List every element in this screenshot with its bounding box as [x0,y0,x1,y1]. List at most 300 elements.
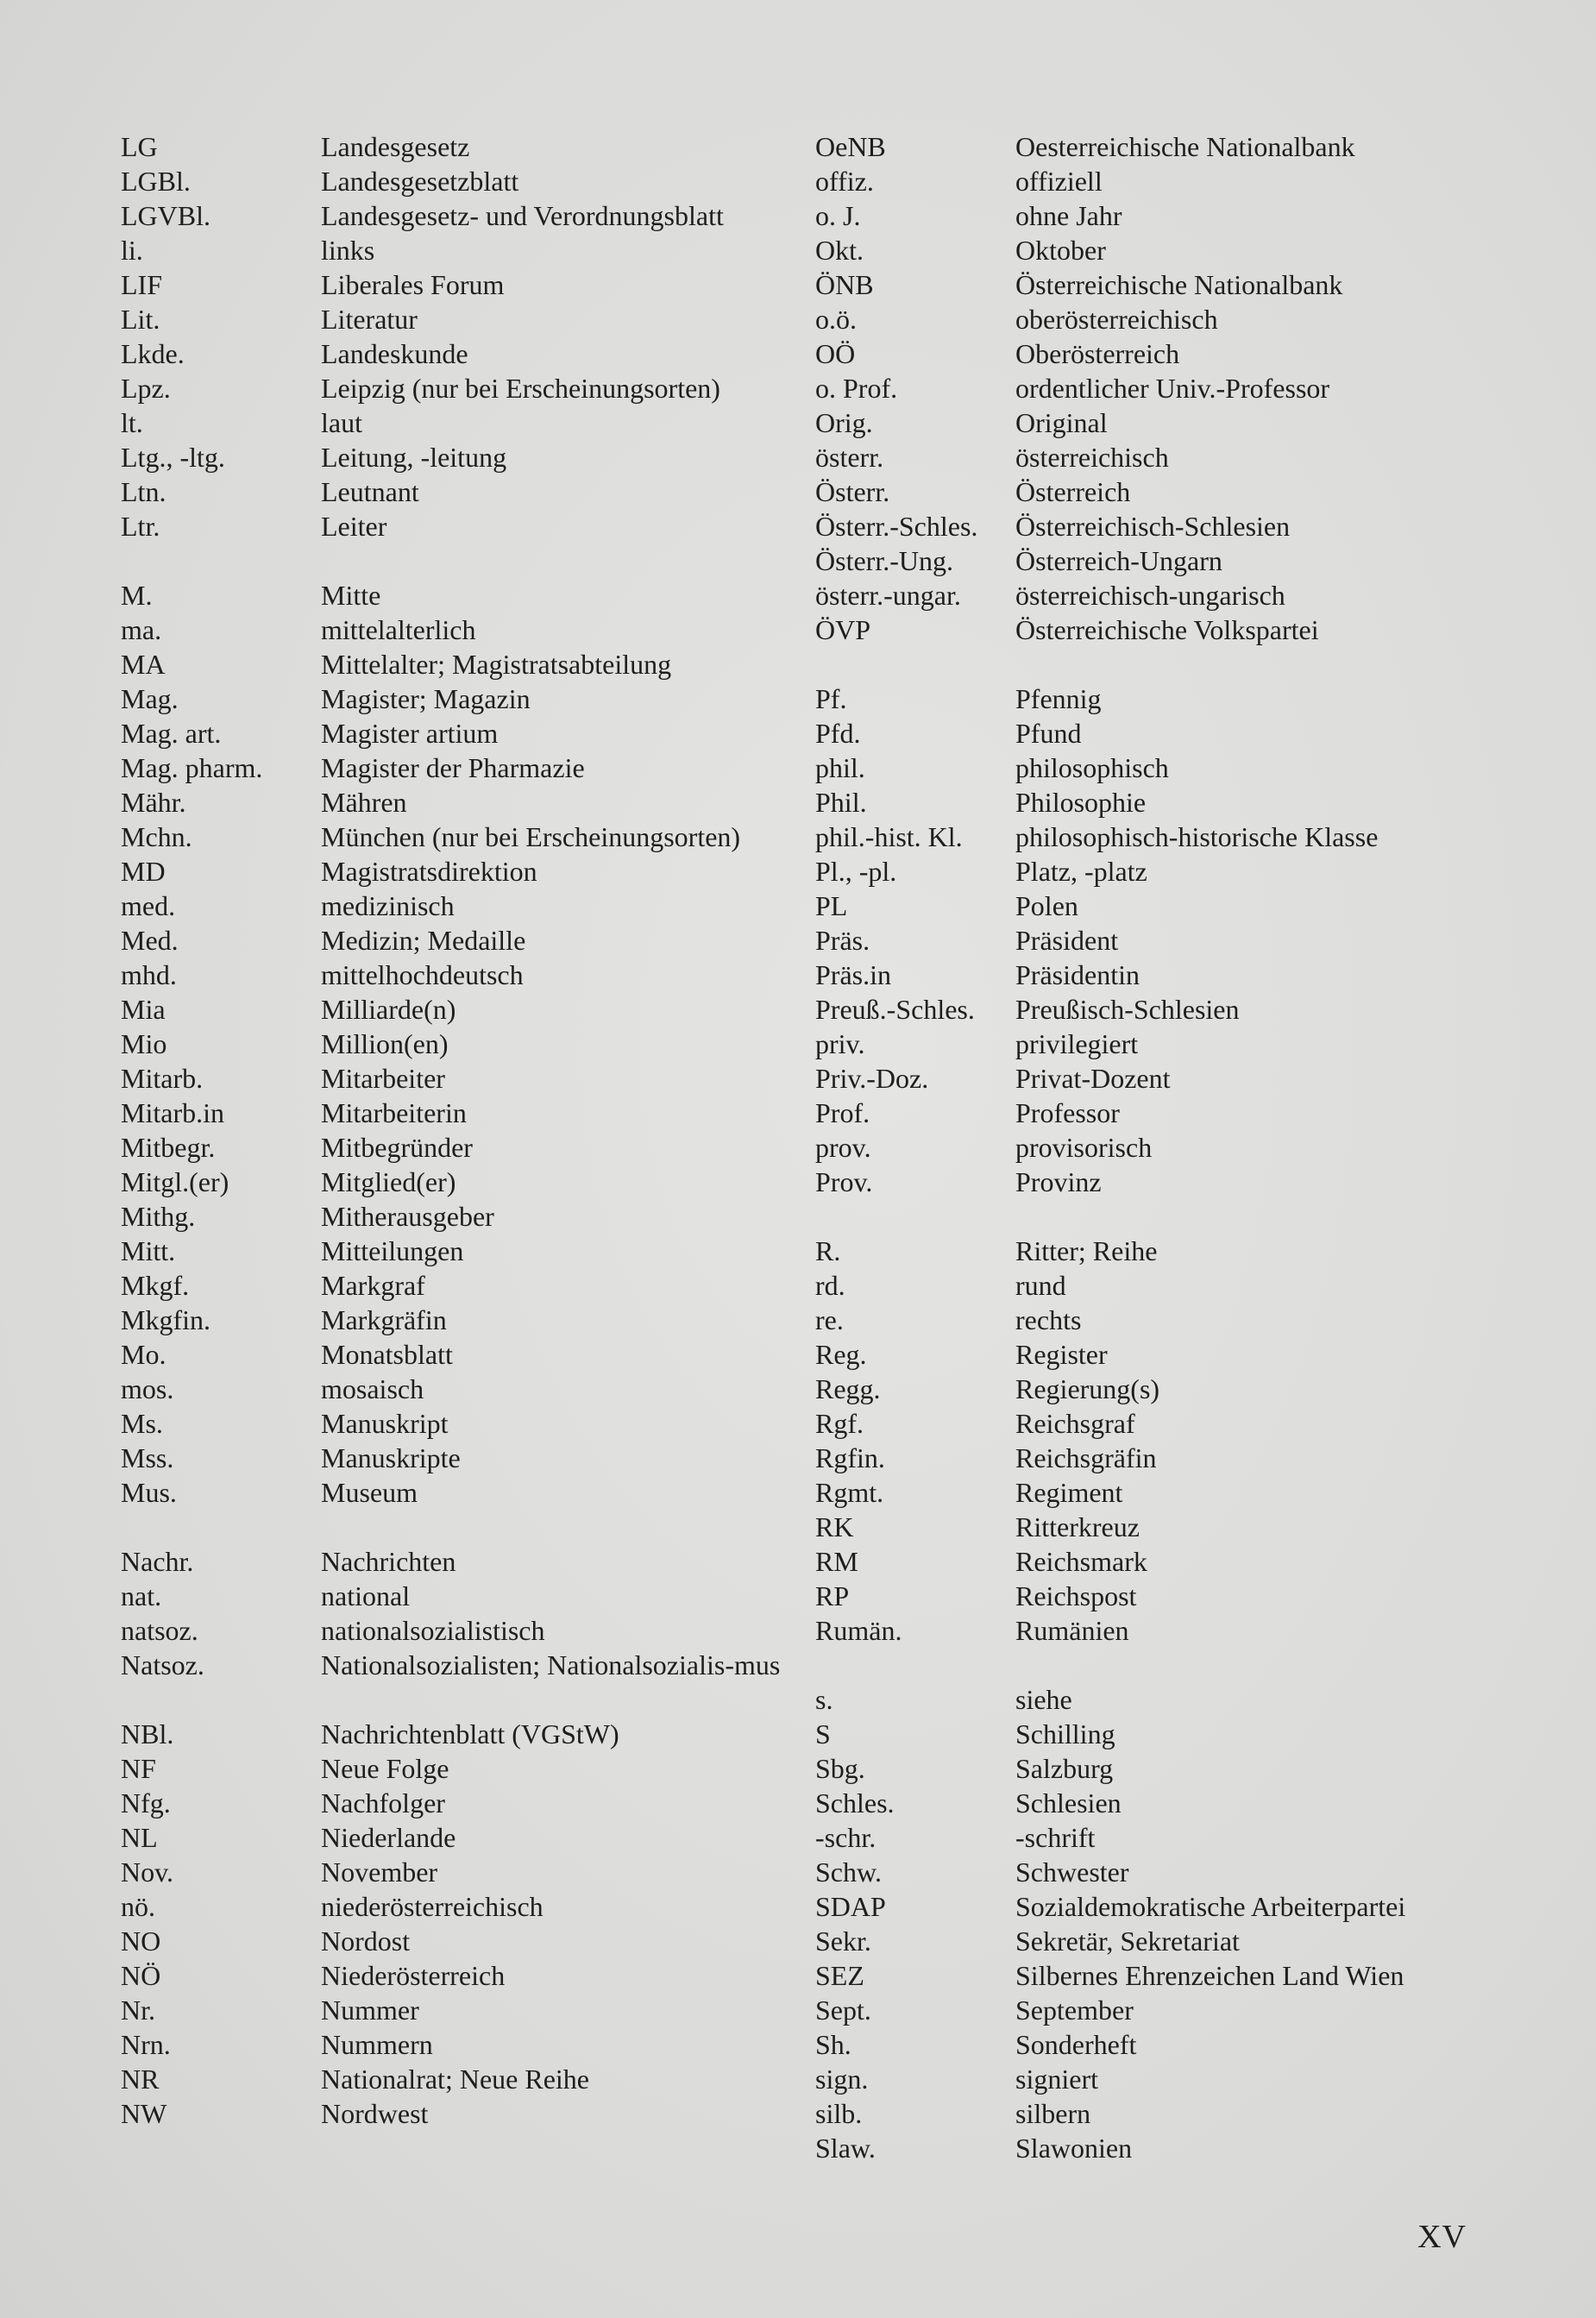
abbreviation-entry [815,1510,1566,1544]
abbreviation-entry [815,889,1566,923]
abbreviation-term: Rgmt. [815,1477,884,1508]
abbreviation-entry [815,1889,1566,1924]
abbreviation-entry [121,336,794,371]
abbreviation-definition: Original [1015,407,1108,438]
abbreviation-entry [815,612,1566,647]
abbreviation-entry [815,751,1566,785]
abbreviation-term: ÖVP [815,614,871,645]
abbreviation-entry [121,1268,794,1303]
abbreviation-entry [815,1130,1566,1165]
abbreviation-entry [815,233,1566,267]
abbreviation-entry [121,682,794,716]
abbreviation-term: Sh. [815,2029,851,2060]
abbreviation-term: Phil. [815,787,867,818]
abbreviation-term: -schr. [815,1822,877,1853]
abbreviation-definition: Landesgesetz [321,131,470,162]
abbreviation-definition: Sekretär, Sekretariat [1015,1925,1240,1957]
abbreviation-term: Sekr. [815,1925,871,1957]
abbreviation-term: Mitt. [121,1235,176,1266]
abbreviation-definition: siehe [1015,1684,1072,1715]
abbreviation-definition: Museum [321,1477,418,1508]
abbreviation-term: Rgf. [815,1408,864,1439]
abbreviation-definition: November [321,1856,438,1888]
abbreviation-term: Rumän. [815,1615,902,1646]
abbreviation-entry [121,854,794,889]
abbreviation-term: LIF [121,269,162,300]
abbreviation-definition: Rumänien [1015,1615,1129,1646]
abbreviation-definition: Provinz [1015,1166,1102,1197]
abbreviation-entry [121,509,794,543]
abbreviation-definition: ohne Jahr [1015,200,1122,231]
abbreviation-definition: Oesterreichische Nationalbank [1015,131,1355,162]
abbreviation-entry [121,1165,794,1199]
abbreviation-term: Ltn. [121,476,167,507]
abbreviation-entry [815,820,1566,854]
abbreviation-entry [815,267,1566,302]
abbreviation-term: Nfg. [121,1787,171,1819]
abbreviation-definition: Salzburg [1015,1753,1114,1784]
abbreviation-term: Mus. [121,1477,177,1508]
abbreviation-definition: Nachrichten [321,1546,456,1577]
abbreviation-term: Pl., -pl. [815,856,897,887]
abbreviation-term: Mchn. [121,821,192,852]
abbreviation-term: NF [121,1753,156,1784]
abbreviation-definition: medizinisch [321,890,455,921]
abbreviation-definition: Mitarbeiterin [321,1097,467,1128]
abbreviation-term: Mähr. [121,787,186,818]
abbreviation-definition: österreichisch [1015,442,1169,473]
abbreviation-definition: Milliarde(n) [321,994,456,1025]
left-column [121,129,794,2131]
abbreviation-term: NO [121,1925,161,1957]
abbreviation-definition: Register [1015,1339,1108,1370]
abbreviation-term: Nov. [121,1856,174,1888]
abbreviation-entry [815,1096,1566,1130]
abbreviation-definition: Landeskunde [321,338,468,369]
abbreviation-term: M. [121,580,153,611]
abbreviation-term: RP [815,1580,850,1611]
abbreviation-entry [121,751,794,785]
abbreviation-term: Präs.in [815,959,891,990]
abbreviation-entry [121,1027,794,1061]
abbreviation-entry [815,923,1566,958]
abbreviation-entry [815,958,1566,992]
abbreviation-definition: Philosophie [1015,787,1147,818]
abbreviation-term: Rgfin. [815,1442,885,1473]
abbreviation-definition: Pfennig [1015,683,1102,714]
abbreviation-definition: oberösterreichisch [1015,304,1218,335]
abbreviation-definition: Oktober [1015,235,1106,266]
abbreviation-definition: links [321,235,375,266]
abbreviation-entry [815,1337,1566,1372]
abbreviation-entry [815,1855,1566,1889]
section-gap [815,1648,1566,1682]
abbreviation-term: Schw. [815,1856,883,1888]
section-gap [121,543,794,578]
abbreviation-entry [815,440,1566,474]
abbreviation-entry [815,1958,1566,1993]
abbreviation-term: mos. [121,1373,174,1404]
page-number: XV [1417,2219,1467,2255]
abbreviation-term: Lpz. [121,373,171,404]
abbreviation-entry [815,198,1566,233]
abbreviation-definition: Manuskript [321,1408,449,1439]
abbreviation-term: LGBl. [121,166,191,197]
abbreviation-entry [121,474,794,509]
abbreviation-definition: philosophisch-historische Klasse [1015,821,1379,852]
abbreviation-entry [815,129,1566,164]
abbreviation-definition: Präsidentin [1015,959,1140,990]
abbreviation-definition: Silbernes Ehrenzeichen Land Wien [1015,1960,1404,1991]
abbreviation-definition: Nachfolger [321,1787,445,1819]
abbreviation-term: Mkgf. [121,1270,190,1301]
abbreviation-term: Priv.-Doz. [815,1063,929,1094]
abbreviation-definition: Niederösterreich [321,1960,506,1991]
abbreviation-term: med. [121,890,176,921]
abbreviation-entry [121,1337,794,1372]
abbreviation-entry [121,1130,794,1165]
abbreviation-term: phil.-hist. Kl. [815,821,963,852]
abbreviation-definition: Präsident [1015,925,1119,956]
abbreviation-definition: Mitarbeiter [321,1063,445,1094]
abbreviation-term: mhd. [121,959,177,990]
abbreviation-definition: Oberösterreich [1015,338,1180,369]
abbreviation-definition: privilegiert [1015,1028,1139,1059]
abbreviation-definition: Professor [1015,1097,1120,1128]
abbreviation-entry [121,1372,794,1406]
abbreviation-entry [815,371,1566,405]
abbreviation-term: o. J. [815,200,861,231]
abbreviation-entry [815,854,1566,889]
abbreviation-entry [121,1751,794,1786]
abbreviation-definition: silbern [1015,2098,1091,2129]
abbreviation-definition: Regiment [1015,1477,1123,1508]
abbreviation-term: österr.-ungar. [815,580,961,611]
abbreviation-term: Mitarb.in [121,1097,224,1128]
abbreviation-definition: Regierung(s) [1015,1373,1160,1404]
abbreviation-term: Ms. [121,1408,163,1439]
abbreviation-entry [815,2131,1566,2165]
abbreviation-term: Sbg. [815,1753,865,1784]
abbreviation-definition: Nummern [321,2029,433,2060]
abbreviation-entry [815,1613,1566,1648]
abbreviation-entry [815,1544,1566,1579]
abbreviation-term: Prov. [815,1166,873,1197]
abbreviation-definition: Magister; Magazin [321,683,531,714]
abbreviation-definition: rechts [1015,1304,1082,1335]
abbreviation-entry [815,302,1566,336]
abbreviation-definition: österreichisch-ungarisch [1015,580,1285,611]
abbreviation-entry [121,1613,794,1648]
abbreviation-entry [815,1682,1566,1717]
abbreviation-term: nat. [121,1580,162,1611]
abbreviation-term: OeNB [815,131,886,162]
abbreviation-definition: laut [321,407,362,438]
abbreviation-entry [815,578,1566,612]
abbreviation-term: rd. [815,1270,845,1301]
abbreviation-definition: Mitteilungen [321,1235,464,1266]
abbreviation-entry [121,889,794,923]
abbreviation-definition: provisorisch [1015,1132,1153,1163]
abbreviation-definition: ordentlicher Univ.-Professor [1015,373,1330,404]
abbreviation-definition: Markgraf [321,1270,425,1301]
abbreviation-definition: Reichsgräfin [1015,1442,1157,1473]
abbreviation-entry [815,1372,1566,1406]
abbreviation-term: priv. [815,1028,865,1059]
abbreviation-term: Pf. [815,683,847,714]
abbreviation-entry [815,1406,1566,1441]
abbreviation-definition: Magistratsdirektion [321,856,537,887]
abbreviation-term: Slaw. [815,2133,876,2164]
abbreviation-entry [815,336,1566,371]
abbreviation-entry [121,164,794,198]
abbreviation-entry [815,1579,1566,1613]
abbreviation-term: Natsoz. [121,1649,204,1680]
abbreviation-entry [121,1786,794,1820]
abbreviation-term: NBl. [121,1718,174,1749]
abbreviation-definition: Leutnant [321,476,419,507]
abbreviation-entry [815,1820,1566,1855]
abbreviation-definition: signiert [1015,2064,1098,2095]
abbreviation-definition: Million(en) [321,1028,449,1059]
abbreviation-definition: Österreichische Volkspartei [1015,614,1319,645]
abbreviation-entry [121,2062,794,2096]
abbreviation-definition: Reichsgraf [1015,1408,1135,1439]
abbreviation-term: Mitbegr. [121,1132,216,1163]
abbreviation-term: prov. [815,1132,871,1163]
abbreviation-definition: nationalsozialistisch [321,1615,545,1646]
abbreviation-term: ma. [121,614,162,645]
abbreviation-definition: Mitte [321,580,381,611]
abbreviation-term: österr. [815,442,884,473]
abbreviation-definition: Mitbegründer [321,1132,473,1163]
abbreviation-entry [121,992,794,1027]
abbreviation-entry [121,1096,794,1130]
abbreviation-term: silb. [815,2098,863,2129]
abbreviation-definition: Mähren [321,787,407,818]
abbreviation-entry [121,1199,794,1234]
abbreviation-definition: mittelhochdeutsch [321,959,524,990]
right-column [815,129,1566,2165]
abbreviation-entry [121,1993,794,2027]
section-gap [815,1199,1566,1234]
abbreviation-entry [121,716,794,751]
abbreviation-definition: rund [1015,1270,1066,1301]
abbreviation-term: ÖNB [815,269,874,300]
abbreviation-term: Ltg., -ltg. [121,442,225,473]
abbreviation-definition: national [321,1580,411,1611]
abbreviation-term: NÖ [121,1960,161,1991]
abbreviation-entry [121,1303,794,1337]
abbreviation-entry [121,1579,794,1613]
abbreviation-definition: Neue Folge [321,1753,449,1784]
abbreviation-entry [121,405,794,440]
abbreviation-term: Med. [121,925,179,956]
abbreviation-entry [815,682,1566,716]
abbreviation-definition: Sonderheft [1015,2029,1137,2060]
abbreviation-definition: Manuskripte [321,1442,461,1473]
abbreviation-definition: Landesgesetz- und Verordnungsblatt [321,200,724,231]
abbreviation-definition: Österreichisch-Schlesien [1015,511,1291,542]
abbreviation-entry [815,1786,1566,1820]
abbreviation-entry [121,1544,794,1579]
abbreviation-definition: Leiter [321,511,387,542]
abbreviation-definition: mittelalterlich [321,614,476,645]
abbreviation-entry [815,543,1566,578]
abbreviation-term: Mag. pharm. [121,752,263,783]
abbreviation-entry [815,1441,1566,1475]
abbreviation-entry [121,647,794,682]
abbreviation-term: Okt. [815,235,864,266]
abbreviation-entry [815,1717,1566,1751]
abbreviation-term: Ltr. [121,511,160,542]
abbreviation-term: MA [121,649,166,680]
abbreviation-entry [121,612,794,647]
abbreviation-term: NR [121,2064,160,2095]
abbreviation-entry [815,1268,1566,1303]
abbreviation-term: phil. [815,752,865,783]
abbreviation-definition: Ritter; Reihe [1015,1235,1158,1266]
abbreviation-entry [121,1855,794,1889]
abbreviation-term: Nrn. [121,2029,171,2060]
abbreviation-term: NL [121,1822,158,1853]
abbreviation-entry [815,1751,1566,1786]
abbreviation-definition: offiziell [1015,166,1103,197]
abbreviation-definition: niederösterreichisch [321,1891,544,1922]
abbreviation-term: R. [815,1235,841,1266]
abbreviation-entry [121,1441,794,1475]
abbreviation-term: Regg. [815,1373,881,1404]
abbreviation-term: Mitgl.(er) [121,1166,229,1197]
abbreviation-term: Österr.-Ung. [815,545,953,576]
abbreviation-term: Präs. [815,925,870,956]
abbreviation-entry [815,509,1566,543]
abbreviation-entry [815,1475,1566,1510]
abbreviation-term: RK [815,1511,854,1542]
abbreviation-definition: Magister der Pharmazie [321,752,585,783]
abbreviation-definition: Platz, -platz [1015,856,1147,887]
abbreviation-definition: philosophisch [1015,752,1169,783]
abbreviation-term: Sept. [815,1994,871,2026]
abbreviation-entry [815,2062,1566,2096]
abbreviation-entry [121,958,794,992]
abbreviation-definition: September [1015,1994,1134,2026]
abbreviation-definition: -schrift [1015,1822,1096,1853]
abbreviation-term: Mio [121,1028,167,1059]
abbreviation-term: Mkgfin. [121,1304,210,1335]
abbreviation-definition: Nationalsozialisten; Nationalsozialis-mus [321,1649,781,1680]
abbreviation-entry [815,164,1566,198]
abbreviation-definition: Mitglied(er) [321,1166,456,1197]
abbreviation-definition: Privat-Dozent [1015,1063,1171,1094]
abbreviation-term: Pfd. [815,718,861,749]
abbreviation-definition: Monatsblatt [321,1339,453,1370]
abbreviation-definition: Reichsmark [1015,1546,1147,1577]
abbreviation-term: Mag. art. [121,718,222,749]
abbreviation-entry [121,1889,794,1924]
abbreviation-definition: Slawonien [1015,2133,1133,2164]
abbreviation-entry [121,1648,794,1717]
abbreviation-term: SDAP [815,1891,886,1922]
abbreviation-entry [121,371,794,405]
abbreviation-term: s. [815,1684,833,1715]
abbreviation-definition: Nachrichtenblatt (VGStW) [321,1718,619,1749]
abbreviation-definition: Polen [1015,890,1078,921]
abbreviation-entry [121,198,794,233]
abbreviation-entry [121,302,794,336]
abbreviation-term: LGVBl. [121,200,210,231]
abbreviation-definition: Mitherausgeber [321,1201,494,1232]
abbreviation-definition: München (nur bei Erscheinungsorten) [321,821,741,852]
abbreviation-definition: Schlesien [1015,1787,1122,1819]
abbreviation-entry [815,474,1566,509]
abbreviation-term: sign. [815,2064,869,2095]
abbreviation-definition: Landesgesetzblatt [321,166,519,197]
abbreviation-entry [121,1234,794,1268]
abbreviation-term: MD [121,856,166,887]
abbreviation-term: Österr. [815,476,890,507]
abbreviation-entry [121,785,794,820]
abbreviation-entry [815,716,1566,751]
abbreviation-definition: Österreich [1015,476,1131,507]
abbreviation-entry [815,1027,1566,1061]
abbreviation-term: nö. [121,1891,155,1922]
abbreviation-definition: Nordwest [321,2098,429,2129]
abbreviation-term: Mitarb. [121,1063,204,1094]
abbreviation-term: Prof. [815,1097,870,1128]
abbreviation-entry [815,1993,1566,2027]
abbreviation-definition: Nummer [321,1994,419,2026]
abbreviation-definition: Markgräfin [321,1304,447,1335]
abbreviation-definition: Medizin; Medaille [321,925,526,956]
abbreviation-term: Lit. [121,304,160,335]
abbreviation-definition: mosaisch [321,1373,424,1404]
abbreviation-entry [121,129,794,164]
abbreviation-entry [121,820,794,854]
abbreviation-definition: Niederlande [321,1822,456,1853]
abbreviation-entry [121,923,794,958]
abbreviation-entry [815,992,1566,1027]
abbreviation-entry [121,1717,794,1751]
abbreviation-entry [815,1234,1566,1268]
abbreviation-term: Mag. [121,683,179,714]
abbreviation-entry [121,2096,794,2131]
abbreviation-definition: Pfund [1015,718,1082,749]
abbreviation-term: Schles. [815,1787,895,1819]
abbreviation-entry [815,2027,1566,2062]
abbreviation-entry [121,1061,794,1096]
abbreviation-term: Nr. [121,1994,155,2026]
abbreviation-entry [121,267,794,302]
abbreviation-term: offiz. [815,166,874,197]
abbreviation-definition: Literatur [321,304,418,335]
abbreviation-definition: Preußisch-Schlesien [1015,994,1240,1025]
abbreviation-definition: Schilling [1015,1718,1115,1749]
abbreviation-term: LG [121,131,158,162]
abbreviation-term: Preuß.-Schles. [815,994,975,1025]
abbreviation-definition: Nordost [321,1925,411,1957]
abbreviation-term: S [815,1718,831,1749]
abbreviation-entry [121,233,794,267]
section-gap [815,647,1566,682]
abbreviation-entry [121,1475,794,1510]
abbreviation-definition: Ritterkreuz [1015,1511,1140,1542]
abbreviation-definition: Nationalrat; Neue Reihe [321,2064,589,2095]
abbreviation-term: Österr.-Schles. [815,511,978,542]
abbreviation-entry [121,578,794,612]
abbreviation-term: Mo. [121,1339,167,1370]
abbreviation-definition: Magister artium [321,718,499,749]
